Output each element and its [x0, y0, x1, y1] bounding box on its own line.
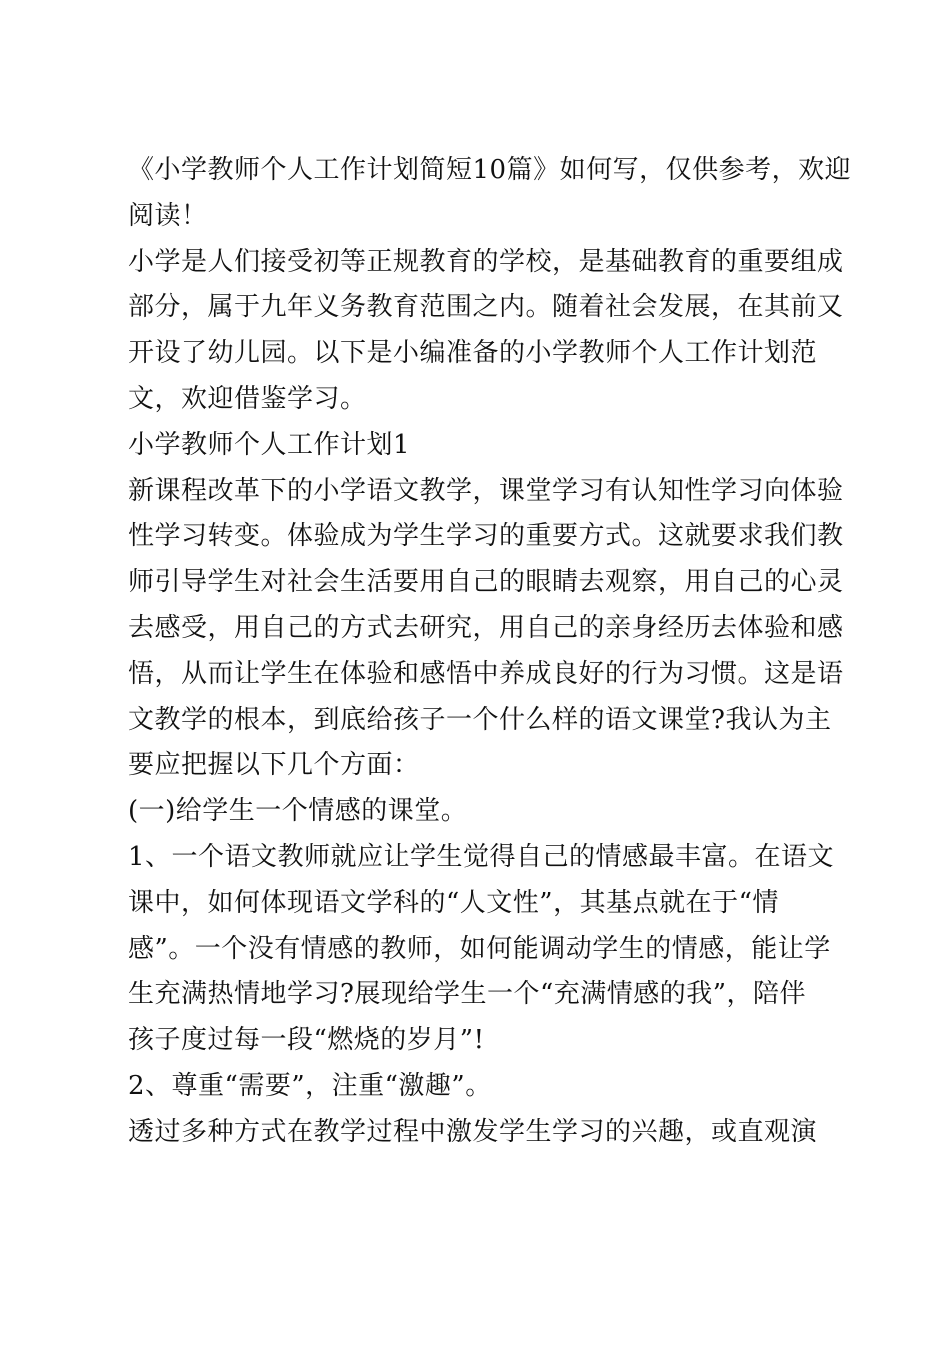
text-line: 部分，属于九年义务教育范围之内。随着社会发展，在其前又 [128, 292, 844, 323]
text-line: 2、尊重“需要”，注重“激趣”。 [128, 1070, 492, 1101]
text-line: 性学习转变。体验成为学生学习的重要方式。这就要求我们教 [128, 521, 844, 552]
text-line: 《小学教师个人工作计划简短10篇》如何写，仅供参考，欢迎 [128, 155, 852, 185]
section-heading: 小学教师个人工作计划1 [128, 429, 411, 460]
text-line: 开设了幼儿园。以下是小编准备的小学教师个人工作计划范 [128, 338, 818, 369]
document-body [128, 148, 852, 1156]
text-line: 透过多种方式在教学过程中激发学生学习的兴趣，或直观演 [128, 1116, 818, 1147]
text-line: 阅读！ [128, 200, 208, 231]
text-line: 悟，从而让学生在体验和感悟中养成良好的行为习惯。这是语 [128, 658, 844, 689]
text-line: 新课程改革下的小学语文教学，课堂学习有认知性学习向体验 [128, 475, 844, 506]
text-line: 小学是人们接受初等正规教育的学校，是基础教育的重要组成 [128, 246, 844, 277]
subsection-heading: (一)给学生一个情感的课堂。 [128, 796, 468, 827]
text-line: 生充满热情地学习?展现给学生一个“充满情感的我”，陪伴 [128, 979, 807, 1010]
text-line: 感”。一个没有情感的教师，如何能调动学生的情感，能让学 [128, 933, 831, 964]
text-line: 师引导学生对社会生活要用自己的眼睛去观察，用自己的心灵 [128, 567, 844, 598]
text-line: 课中，如何体现语文学科的“人文性”，其基点就在于“情 [128, 887, 779, 918]
text-line: 文教学的根本，到底给孩子一个什么样的语文课堂?我认为主 [128, 704, 832, 735]
text-line: 去感受，用自己的方式去研究，用自己的亲身经历去体验和感 [128, 612, 844, 643]
text-line: 文，欢迎借鉴学习。 [128, 383, 367, 414]
text-line: 要应把握以下几个方面： [128, 750, 420, 781]
text-line: 1、一个语文教师就应让学生觉得自己的情感最丰富。在语文 [128, 841, 835, 872]
text-line: 孩子度过每一段“燃烧的岁月”! [128, 1025, 485, 1056]
